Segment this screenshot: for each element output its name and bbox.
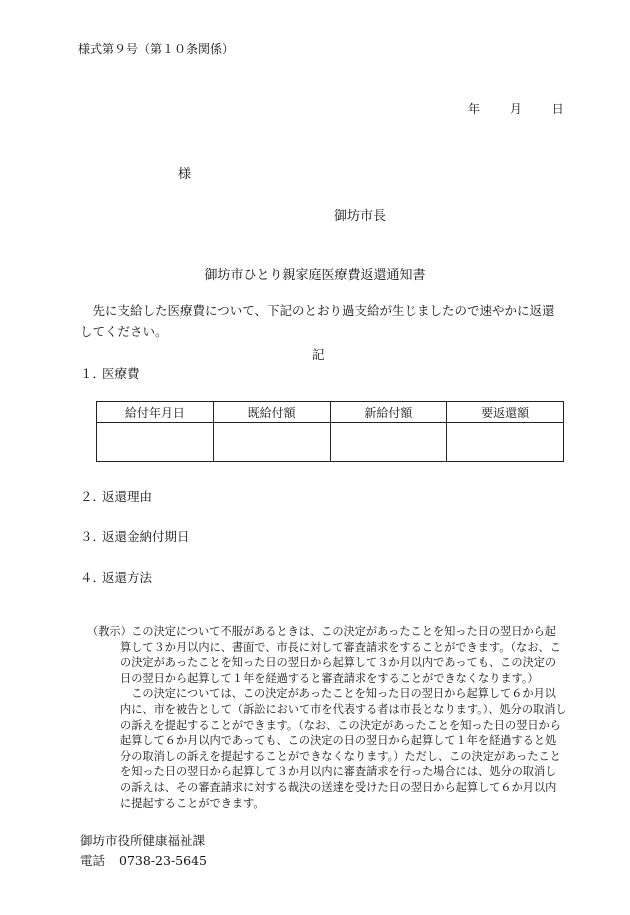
form-number: 様式第９号（第１０条関係） bbox=[78, 42, 235, 56]
item-number: ２． bbox=[80, 489, 106, 504]
body-text: 先に支給した医療費について、下記のとおり過支給が生じましたので速やかに返還してください。 bbox=[80, 303, 555, 339]
tel-label: 電話 bbox=[80, 853, 106, 868]
item-number: １． bbox=[80, 366, 106, 381]
header-refund-amount: 要返還額 bbox=[447, 402, 564, 423]
table-cell[interactable] bbox=[447, 423, 564, 462]
item-number: ３． bbox=[80, 529, 106, 544]
date-year: 年 bbox=[468, 102, 481, 116]
table-header-row bbox=[97, 402, 564, 423]
item-medical-fee bbox=[80, 364, 140, 382]
footer-office: 御坊市役所健康福祉課 bbox=[80, 833, 206, 848]
date-line bbox=[468, 100, 564, 117]
tel-number: 0738-23-5645 bbox=[119, 853, 207, 868]
ki-marker: 記 bbox=[312, 347, 325, 362]
item-payment-deadline bbox=[80, 527, 190, 545]
notice-section bbox=[87, 624, 567, 811]
header-new-amount: 新給付額 bbox=[330, 402, 447, 423]
item-label: 返還理由 bbox=[102, 489, 153, 504]
fee-table bbox=[96, 401, 564, 462]
item-label: 医療費 bbox=[102, 366, 140, 381]
header-paid-amount: 既給付額 bbox=[213, 402, 330, 423]
table-cell[interactable] bbox=[213, 423, 330, 462]
item-number: ４． bbox=[80, 570, 106, 585]
table-cell[interactable] bbox=[330, 423, 447, 462]
header-payment-date: 給付年月日 bbox=[97, 402, 214, 423]
notice-paragraph-2: この決定については、この決定があったことを知った日の翌日から起算して６か月以内に、市を被告として（訴訟において市を代表する者は市長となります。）、処分の取消しの訴えを提起することができます。（なお、この決定があったことを知った日の翌日から起算して６か月以内であっても、この決定の日の翌日から起算して１年を経過すると処分の取消しの訴えを提起することができなくなります。）ただし、この決定があったことを知った日の翌日から起算して３か月以内に審査請求を行った場合には、処分の取消しの訴えは、その審査請求に対する裁決の送達を受けた日の翌日から起算して６か月以内に提起することができます。 bbox=[120, 687, 567, 810]
addressee-honorific: 様 bbox=[178, 167, 192, 182]
item-label: 返還金納付期日 bbox=[102, 529, 190, 544]
item-refund-reason bbox=[80, 487, 152, 505]
document-title: 御坊市ひとり親家庭医療費返還通知書 bbox=[204, 268, 426, 283]
table-row bbox=[97, 423, 564, 462]
sender-mayor: 御坊市長 bbox=[334, 209, 387, 224]
notice-paragraph-1: この決定について不服があるときは、この決定があったことを知った日の翌日から起算して３か月以内に、書面で、市長に対して審査請求をすることができます。（なお、この決定があったことを知った日の翌日から起算して３か月以内であっても、この決定の日の翌日から起算して１年を経過すると審査請求をすることができなくなります。） bbox=[120, 625, 561, 685]
table-cell[interactable] bbox=[97, 423, 214, 462]
date-month: 月 bbox=[509, 102, 522, 116]
item-label: 返還方法 bbox=[102, 570, 153, 585]
item-refund-method bbox=[80, 568, 152, 586]
date-day: 日 bbox=[551, 102, 564, 116]
footer-tel bbox=[80, 851, 207, 869]
notice-label: （教示） bbox=[87, 625, 132, 638]
